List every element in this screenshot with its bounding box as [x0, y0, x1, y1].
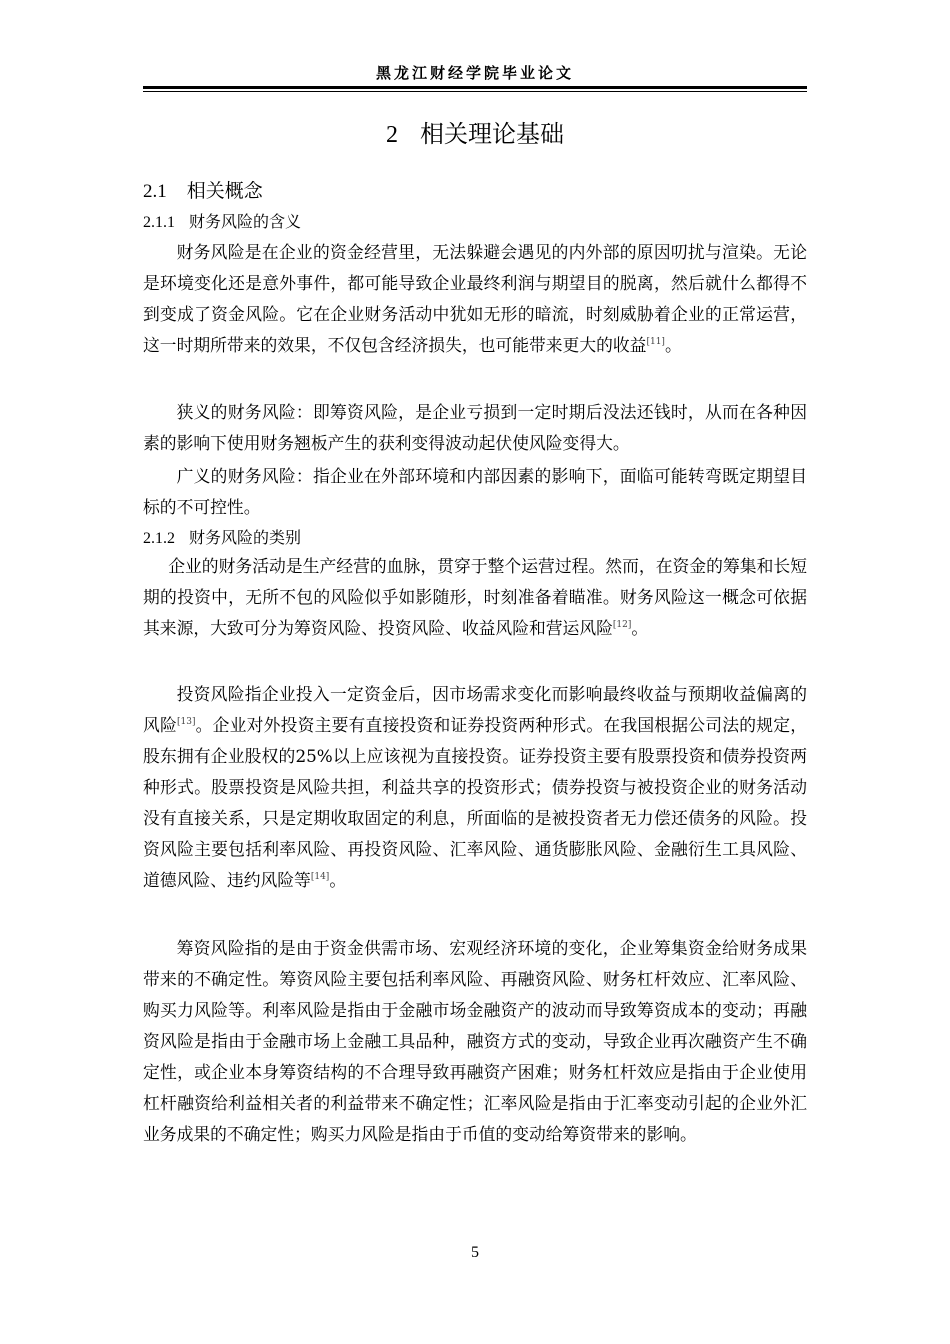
paragraph-text: 企业的财务活动是生产经营的血脉，贯穿于整个运营过程。然而，在资金的筹集和长短期的投资中，无所不包的风险似乎如影随形，时刻准备着瞄准。财务风险这一概念可依据其来源，大致可分为筹资风险、投资风险、收益风险和营运风险 [143, 556, 807, 638]
paragraph-broad-definition [143, 461, 807, 523]
page-number: 5 [471, 1244, 479, 1261]
subsection-title: 财务风险的类别 [189, 528, 302, 547]
header-rule-thin [143, 91, 807, 92]
chapter-number: 2 [386, 122, 398, 148]
paragraph-investment-risk [143, 679, 807, 896]
subsection-heading-2-1-2 [143, 525, 301, 548]
subsection-heading-2-1-1 [143, 209, 301, 232]
section-heading-2-1 [143, 176, 263, 203]
paragraph-text: 狭义的财务风险：即筹资风险，是企业亏损到一定时期后没法还钱时，从而在各种因素的影响下使用财务翘板产生的获利变得波动起伏使风险变得大。 [143, 402, 807, 453]
section-number: 2.1 [143, 181, 167, 202]
paragraph-end: 。 [329, 870, 347, 890]
subsection-number: 2.1.2 [143, 530, 175, 547]
paragraph-risk-categories [143, 551, 807, 644]
paragraph-narrow-definition [143, 397, 807, 459]
paragraph-text-continued: 。企业对外投资主要有直接投资和证券投资两种形式。在我国根据公司法的规定，股东拥有企业股权的25%以上应该视为直接投资。证券投资主要有股票投资和债券投资两种形式。股票投资是风险共担，利益共享的投资形式；债券投资与被投资企业的财务活动没有直接关系，只是定期收取固定的利息，所面临的是被投资者无力偿还债务的风险。投资风险主要包括利率风险、再投资风险、汇率风险、通货膨胀风险、金融衍生工具风险、道德风险、违约风险等 [143, 715, 807, 890]
paragraph-text: 财务风险是在企业的资金经营里，无法躲避会遇见的内外部的原因叨扰与渲染。无论是环境变化还是意外事件，都可能导致企业最终利润与期望目的脱离，然后就什么都得不到变成了资金风险。它在企业财务活动中犹如无形的暗流，时刻威胁着企业的正常运营，这一时期所带来的效果，不仅包含经济损失，也可能带来更大的收益 [143, 242, 807, 355]
paragraph-financing-risk [143, 933, 807, 1150]
paragraph-end: 。 [664, 335, 682, 355]
paragraph-end: 。 [631, 618, 649, 638]
paragraph-text: 投资风险指企业投入一定资金后，因市场需求变化而影响最终收益与预期收益偏离的风险 [143, 684, 807, 735]
paragraph-financial-risk-meaning [143, 237, 807, 361]
subsection-title: 财务风险的含义 [189, 212, 302, 231]
running-header: 黑龙江财经学院毕业论文 [375, 64, 574, 82]
citation-ref: [11] [646, 337, 665, 347]
paragraph-text: 广义的财务风险：指企业在外部环境和内部因素的影响下，面临可能转弯既定期望目标的不可控性。 [143, 466, 807, 517]
section-title: 相关概念 [186, 180, 263, 202]
subsection-number: 2.1.1 [143, 214, 175, 231]
citation-ref: [14] [310, 872, 330, 882]
citation-ref: [13] [176, 717, 196, 727]
header-rule-thick [143, 86, 807, 89]
chapter-title [143, 114, 807, 149]
paragraph-text: 筹资风险指的是由于资金供需市场、宏观经济环境的变化，企业筹集资金给财务成果带来的不确定性。筹资风险主要包括利率风险、再融资风险、财务杠杆效应、汇率风险、购买力风险等。利率风险是指由于金融市场金融资产的波动而导致筹资成本的变动；再融资风险是指由于金融市场上金融工具品种，融资方式的变动，导致企业再次融资产生不确定性，或企业本身筹资结构的不合理导致再融资产困难；财务杠杆效应是指由于企业使用杠杆融资给利益相关者的利益带来不确定性；汇率风险是指由于汇率变动引起的企业外汇业务成果的不确定性；购买力风险是指由于币值的变动给筹资带来的影响。 [143, 938, 807, 1144]
citation-ref: [12] [612, 620, 632, 630]
chapter-title-text: 相关理论基础 [420, 120, 564, 148]
